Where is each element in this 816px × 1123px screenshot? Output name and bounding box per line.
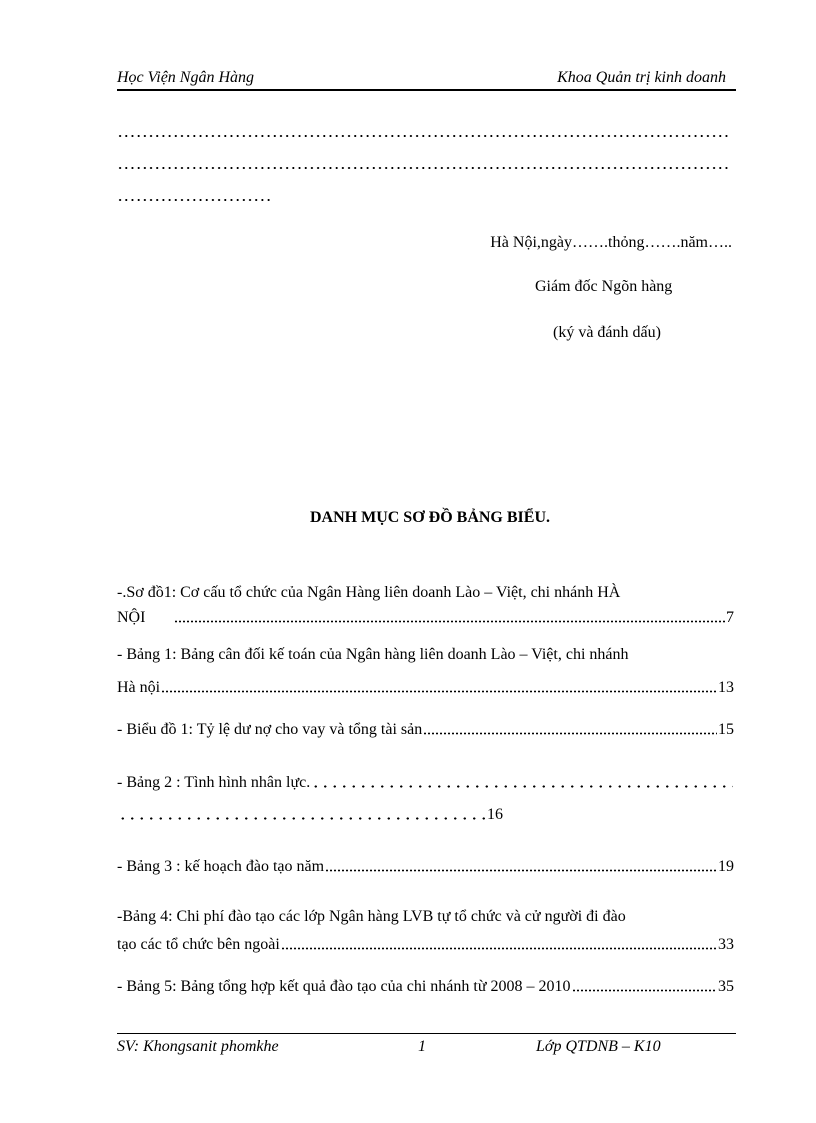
toc-page: 15 <box>718 721 734 738</box>
toc-entry <box>117 977 734 997</box>
toc-entry-line: - Bảng 1: Bảng cân đối kế toán của Ngân hàng liên doanh Lào – Việt, chi nhánh <box>117 646 629 663</box>
toc-entry <box>117 720 734 740</box>
dot-leader <box>311 785 733 788</box>
dot-leader <box>174 620 725 623</box>
signature-note: (ký và đánh dấu) <box>553 324 661 341</box>
toc-entry-continued <box>117 805 503 825</box>
toc-entry <box>117 608 734 628</box>
dot-leader <box>325 869 717 872</box>
signer-title: Giám đốc Ngõn hàng <box>535 278 673 295</box>
toc-entry-text: Hà nội <box>117 679 161 696</box>
toc-entry <box>117 678 734 698</box>
toc-entry <box>117 773 734 793</box>
toc-page: 7 <box>726 609 734 626</box>
dot-leader <box>118 817 486 820</box>
footer-rule <box>117 1033 736 1034</box>
toc-entry <box>117 935 734 955</box>
toc-entry-text: - Bảng 5: Bảng tổng hợp kết quả đào tạo của chi nhánh từ 2008 – 2010 <box>117 978 571 995</box>
footer-student: SV: Khongsanit phomkhe <box>117 1038 279 1055</box>
toc-page: 33 <box>718 936 734 953</box>
toc-entry-text: - Bảng 2 : Tình hình nhân lực. <box>117 774 311 791</box>
dot-leader <box>281 947 717 950</box>
toc-entry-text: - Biểu đồ 1: Tỷ lệ dư nợ cho vay và tổng tài sản <box>117 721 423 738</box>
toc-entry-line: -.Sơ đồ1: Cơ cấu tổ chức của Ngân Hàng liên doanh Lào – Việt, chi nhánh HÀ <box>117 584 621 601</box>
toc-entry-text: tạo các tổ chức bên ngoài <box>117 936 280 953</box>
dot-leader <box>161 690 717 693</box>
header-rule <box>117 89 736 91</box>
footer-page-number: 1 <box>418 1038 426 1055</box>
fill-in-line <box>117 166 730 170</box>
dot-leader <box>423 732 717 735</box>
header-right: Khoa Quản trị kinh doanh <box>557 69 726 86</box>
toc-entry <box>117 857 734 877</box>
toc-page: 19 <box>718 858 734 875</box>
fill-in-line <box>117 134 730 138</box>
toc-title: DANH MỤC SƠ ĐỒ BẢNG BIỂU. <box>309 509 550 526</box>
toc-page: 13 <box>718 679 734 696</box>
toc-page: 16 <box>487 806 503 823</box>
date-line: Hà Nội,ngày…….thỏng…….năm….. <box>490 234 732 251</box>
toc-page: 35 <box>718 978 734 995</box>
toc-entry-line: -Bảng 4: Chi phí đào tạo các lớp Ngân hàng LVB tự tổ chức và cử người đi đào <box>117 908 626 925</box>
toc-entry-text: NỘI <box>117 609 146 626</box>
header-left: Học Viện Ngân Hàng <box>117 69 255 86</box>
dot-leader <box>572 989 718 992</box>
footer-class: Lớp QTDNB – K10 <box>536 1038 661 1055</box>
toc-entry-text: - Bảng 3 : kế hoạch đào tạo năm <box>117 858 325 875</box>
fill-in-line <box>117 198 270 202</box>
